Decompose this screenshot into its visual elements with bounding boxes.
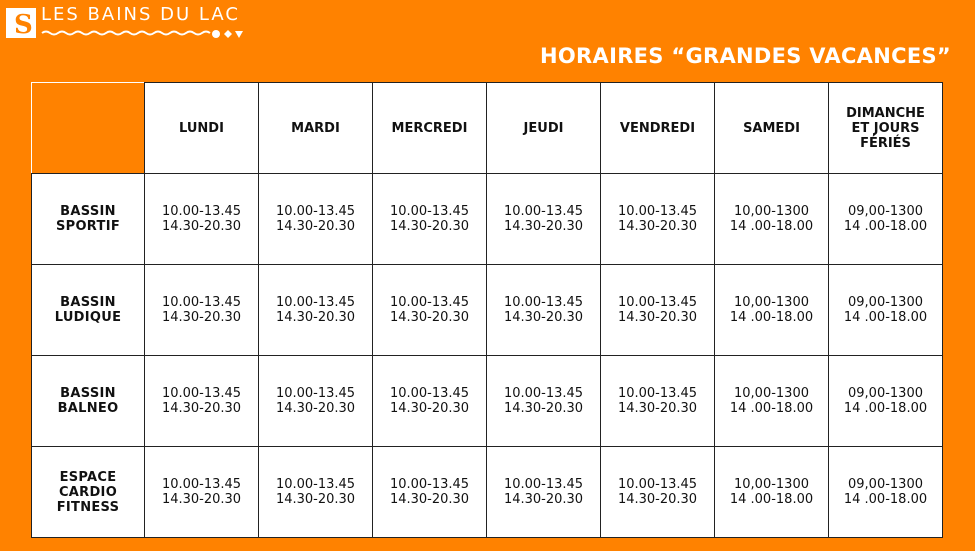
- hours-cell: [487, 174, 601, 265]
- hours-text: 14.30-20.30: [503, 310, 584, 325]
- hours-cell: [601, 356, 715, 447]
- svg-text:S: S: [14, 10, 33, 40]
- logo-text: LES BAINS DU LAC: [41, 4, 240, 25]
- hours-cell: [145, 265, 259, 356]
- hours-text: 14 .00-18.00: [843, 401, 928, 416]
- hours-text: 10.00-13.45: [503, 386, 584, 401]
- hours-cell: [373, 447, 487, 538]
- hours-text: 10,00-1300: [734, 295, 809, 310]
- column-header: SAMEDI: [715, 83, 829, 174]
- hours-text: 14.30-20.30: [617, 492, 698, 507]
- hours-text: 10.00-13.45: [503, 477, 584, 492]
- hours-cell: [601, 265, 715, 356]
- hours-text: 14 .00-18.00: [729, 310, 814, 325]
- hours-cell: [715, 356, 829, 447]
- hours-cell: [145, 356, 259, 447]
- hours-cell: [829, 174, 943, 265]
- header-row: [32, 83, 943, 174]
- column-header: MERCREDI: [373, 83, 487, 174]
- hours-text: 14.30-20.30: [503, 401, 584, 416]
- column-header: MARDI: [259, 83, 373, 174]
- row-header: BASSIN LUDIQUE: [32, 265, 145, 356]
- hours-text: 10.00-13.45: [389, 204, 470, 219]
- hours-text: 14.30-20.30: [389, 310, 470, 325]
- hours-text: 14 .00-18.00: [843, 492, 928, 507]
- hours-text: 14.30-20.30: [161, 310, 242, 325]
- column-header: DIMANCHE ET JOURS FÉRIÉS: [829, 83, 943, 174]
- hours-text: 14.30-20.30: [617, 401, 698, 416]
- hours-text: 14 .00-18.00: [729, 401, 814, 416]
- hours-text: 10.00-13.45: [161, 295, 242, 310]
- hours-text: 14 .00-18.00: [843, 219, 928, 234]
- hours-cell: [829, 356, 943, 447]
- hours-text: 10.00-13.45: [161, 477, 242, 492]
- hours-cell: [601, 174, 715, 265]
- hours-text: 14.30-20.30: [389, 401, 470, 416]
- hours-cell: [715, 447, 829, 538]
- hours-cell: [487, 447, 601, 538]
- hours-cell: [373, 174, 487, 265]
- hours-cell: [715, 265, 829, 356]
- hours-text: 10.00-13.45: [275, 295, 356, 310]
- hours-cell: [259, 356, 373, 447]
- hours-text: 10,00-1300: [734, 386, 809, 401]
- hours-text: 14.30-20.30: [275, 401, 356, 416]
- hours-cell: [715, 174, 829, 265]
- row-header: BASSIN BALNEO: [32, 356, 145, 447]
- hours-cell: [145, 447, 259, 538]
- hours-text: 10,00-1300: [734, 204, 809, 219]
- hours-text: 09,00-1300: [848, 204, 923, 219]
- hours-text: 14.30-20.30: [389, 219, 470, 234]
- corner-cell: [32, 83, 145, 174]
- hours-cell: [373, 265, 487, 356]
- hours-text: 10.00-13.45: [389, 477, 470, 492]
- hours-text: 10.00-13.45: [617, 386, 698, 401]
- hours-text: 10.00-13.45: [503, 295, 584, 310]
- hours-text: 09,00-1300: [848, 477, 923, 492]
- table-row: [32, 356, 943, 447]
- hours-text: 14.30-20.30: [617, 310, 698, 325]
- hours-cell: [373, 356, 487, 447]
- schedule-table: [31, 82, 943, 538]
- hours-text: 14.30-20.30: [503, 219, 584, 234]
- hours-text: 14 .00-18.00: [729, 492, 814, 507]
- hours-text: 14.30-20.30: [275, 219, 356, 234]
- hours-text: 10.00-13.45: [617, 477, 698, 492]
- hours-text: 10.00-13.45: [617, 295, 698, 310]
- hours-cell: [259, 265, 373, 356]
- hours-cell: [259, 447, 373, 538]
- table-row: [32, 174, 943, 265]
- hours-text: 14.30-20.30: [161, 492, 242, 507]
- hours-text: 14.30-20.30: [275, 492, 356, 507]
- table-body: [32, 174, 943, 538]
- hours-text: 09,00-1300: [848, 295, 923, 310]
- hours-text: 14 .00-18.00: [729, 219, 814, 234]
- table-row: [32, 265, 943, 356]
- hours-text: 10.00-13.45: [275, 477, 356, 492]
- hours-text: 14.30-20.30: [161, 219, 242, 234]
- hours-text: 14.30-20.30: [275, 310, 356, 325]
- hours-text: 10.00-13.45: [503, 204, 584, 219]
- hours-text: 10.00-13.45: [161, 386, 242, 401]
- hours-cell: [487, 356, 601, 447]
- page-title: HORAIRES “GRANDES VACANCES”: [540, 44, 951, 68]
- hours-text: 10.00-13.45: [161, 204, 242, 219]
- hours-cell: [829, 447, 943, 538]
- hours-text: 14.30-20.30: [389, 492, 470, 507]
- hours-text: 09,00-1300: [848, 386, 923, 401]
- hours-text: 14.30-20.30: [161, 401, 242, 416]
- column-header: VENDREDI: [601, 83, 715, 174]
- row-header: BASSIN SPORTIF: [32, 174, 145, 265]
- hours-cell: [487, 265, 601, 356]
- hours-text: 10,00-1300: [734, 477, 809, 492]
- hours-text: 10.00-13.45: [275, 386, 356, 401]
- row-header: ESPACE CARDIO FITNESS: [32, 447, 145, 538]
- hours-text: 10.00-13.45: [389, 295, 470, 310]
- hours-text: 10.00-13.45: [275, 204, 356, 219]
- hours-cell: [829, 265, 943, 356]
- hours-cell: [145, 174, 259, 265]
- hours-text: 10.00-13.45: [389, 386, 470, 401]
- column-header: JEUDI: [487, 83, 601, 174]
- hours-text: 14.30-20.30: [503, 492, 584, 507]
- hours-text: 14 .00-18.00: [843, 310, 928, 325]
- hours-text: 10.00-13.45: [617, 204, 698, 219]
- hours-cell: [259, 174, 373, 265]
- table-row: [32, 447, 943, 538]
- column-header: LUNDI: [145, 83, 259, 174]
- hours-text: 14.30-20.30: [617, 219, 698, 234]
- hours-cell: [601, 447, 715, 538]
